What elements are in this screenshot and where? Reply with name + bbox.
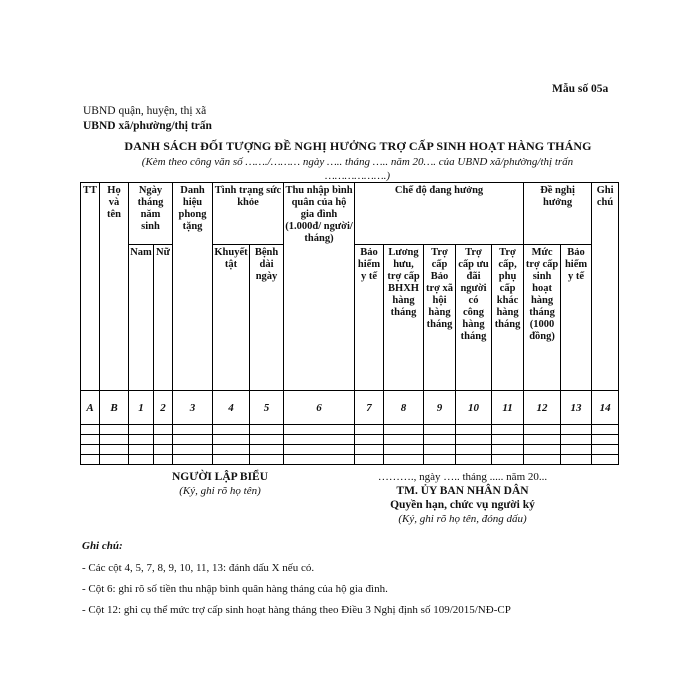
notes-title: Ghi chú:	[82, 540, 123, 552]
index-cell: 4	[213, 391, 250, 425]
table-row	[81, 445, 619, 455]
index-cell: 7	[355, 391, 384, 425]
table-row	[81, 435, 619, 445]
col-merit-header: Trợ cấp ưu đãi người có công hàng tháng	[456, 245, 492, 391]
table-row	[81, 425, 619, 435]
index-cell: B	[100, 391, 129, 425]
form-number: Mẫu số 05a	[552, 83, 609, 95]
preparer-title: NGƯỜI LẬP BIỂU	[171, 471, 269, 483]
col-female-header: Nữ	[154, 245, 173, 391]
note-item: - Các cột 4, 5, 7, 8, 9, 10, 11, 13: đánh dấu X nếu có.	[82, 562, 315, 574]
document-title: DANH SÁCH ĐỐI TƯỢNG ĐỀ NGHỊ HƯỞNG TRỢ CẤP SINH HOẠT HÀNG THÁNG	[124, 139, 592, 153]
agency-commune: UBND xã/phường/thị trấn	[83, 120, 212, 132]
income-unit: (1.000đ/ người/ tháng)	[285, 221, 353, 244]
col-male-header: Nam	[129, 245, 154, 391]
col-tt-header: TT	[81, 183, 100, 391]
committee-instruction: (Ký, ghi rõ họ tên, đóng dấu)	[398, 513, 527, 525]
index-cell: 6	[284, 391, 355, 425]
beneficiary-table	[80, 182, 619, 465]
col-regime-header: Chế độ đang hưởng	[355, 183, 524, 245]
col-social-header: Trợ cấp Bảo trợ xã hội hàng tháng	[424, 245, 456, 391]
col-proposed-header: Đề nghị hưởng	[524, 183, 592, 245]
index-cell: 13	[561, 391, 592, 425]
subtitle-line-1: (Kèm theo công văn số ……./……… ngày ….. tháng ….. năm 20…. của UBND xã/phường/thị trấn	[141, 156, 574, 168]
notes-section	[82, 540, 642, 625]
note-item: - Cột 6: ghi rõ số tiền thu nhập bình quân hàng tháng của hộ gia đình.	[82, 583, 388, 595]
index-cell: 9	[424, 391, 456, 425]
index-cell: 5	[250, 391, 284, 425]
index-cell: 2	[154, 391, 173, 425]
col-note-header: Ghi chú	[592, 183, 619, 391]
index-cell: A	[81, 391, 100, 425]
col-health-header: Tình trạng sức khỏe	[213, 183, 284, 245]
col-name-header: Họ và tên	[100, 183, 129, 391]
col-insurance-header: Bảo hiểm y tế	[355, 245, 384, 391]
committee-signature	[350, 470, 575, 526]
note-item: - Cột 12: ghi cụ thể mức trợ cấp sinh hoạt hàng tháng theo Điều 3 Nghị định số 109/2015/NĐ-CP	[82, 604, 511, 616]
signature-date: ………., ngày ….. tháng ..... năm 20...	[377, 471, 548, 483]
col-level-header: Mức trợ cấp sinh hoạt hàng tháng (1000 đồng)	[524, 245, 561, 391]
column-index-row	[81, 391, 619, 425]
col-pension-header: Lương hưu, trợ cấp BHXH hàng tháng	[384, 245, 424, 391]
col-title-header: Danh hiệu phong tặng	[173, 183, 213, 391]
col-other-header: Trợ cấp, phụ cấp khác hàng tháng	[492, 245, 524, 391]
index-cell: 12	[524, 391, 561, 425]
col-longill-header: Bệnh dài ngày	[250, 245, 284, 391]
preparer-instruction: (Ký, ghi rõ họ tên)	[179, 485, 261, 497]
signer-role: Quyền hạn, chức vụ người ký	[390, 499, 535, 511]
index-cell: 11	[492, 391, 524, 425]
committee-title: TM. ỦY BAN NHÂN DÂN	[396, 485, 529, 497]
subtitle-line-2: ……………….)	[324, 170, 391, 182]
index-cell: 8	[384, 391, 424, 425]
col-insurance2-header: Bảo hiểm y tế	[561, 245, 592, 391]
agency-district: UBND quận, huyện, thị xã	[83, 105, 207, 117]
index-cell: 10	[456, 391, 492, 425]
col-income-header	[284, 183, 355, 391]
col-disabled-header: Khuyết tật	[213, 245, 250, 391]
income-label: Thu nhập bình quân của hộ gia đình	[285, 185, 353, 220]
index-cell: 14	[592, 391, 619, 425]
document-subtitle	[95, 155, 620, 183]
index-cell: 1	[129, 391, 154, 425]
preparer-signature	[120, 470, 320, 498]
table-row	[81, 455, 619, 465]
col-birth-header: Ngày tháng năm sinh	[129, 183, 173, 245]
index-cell: 3	[173, 391, 213, 425]
